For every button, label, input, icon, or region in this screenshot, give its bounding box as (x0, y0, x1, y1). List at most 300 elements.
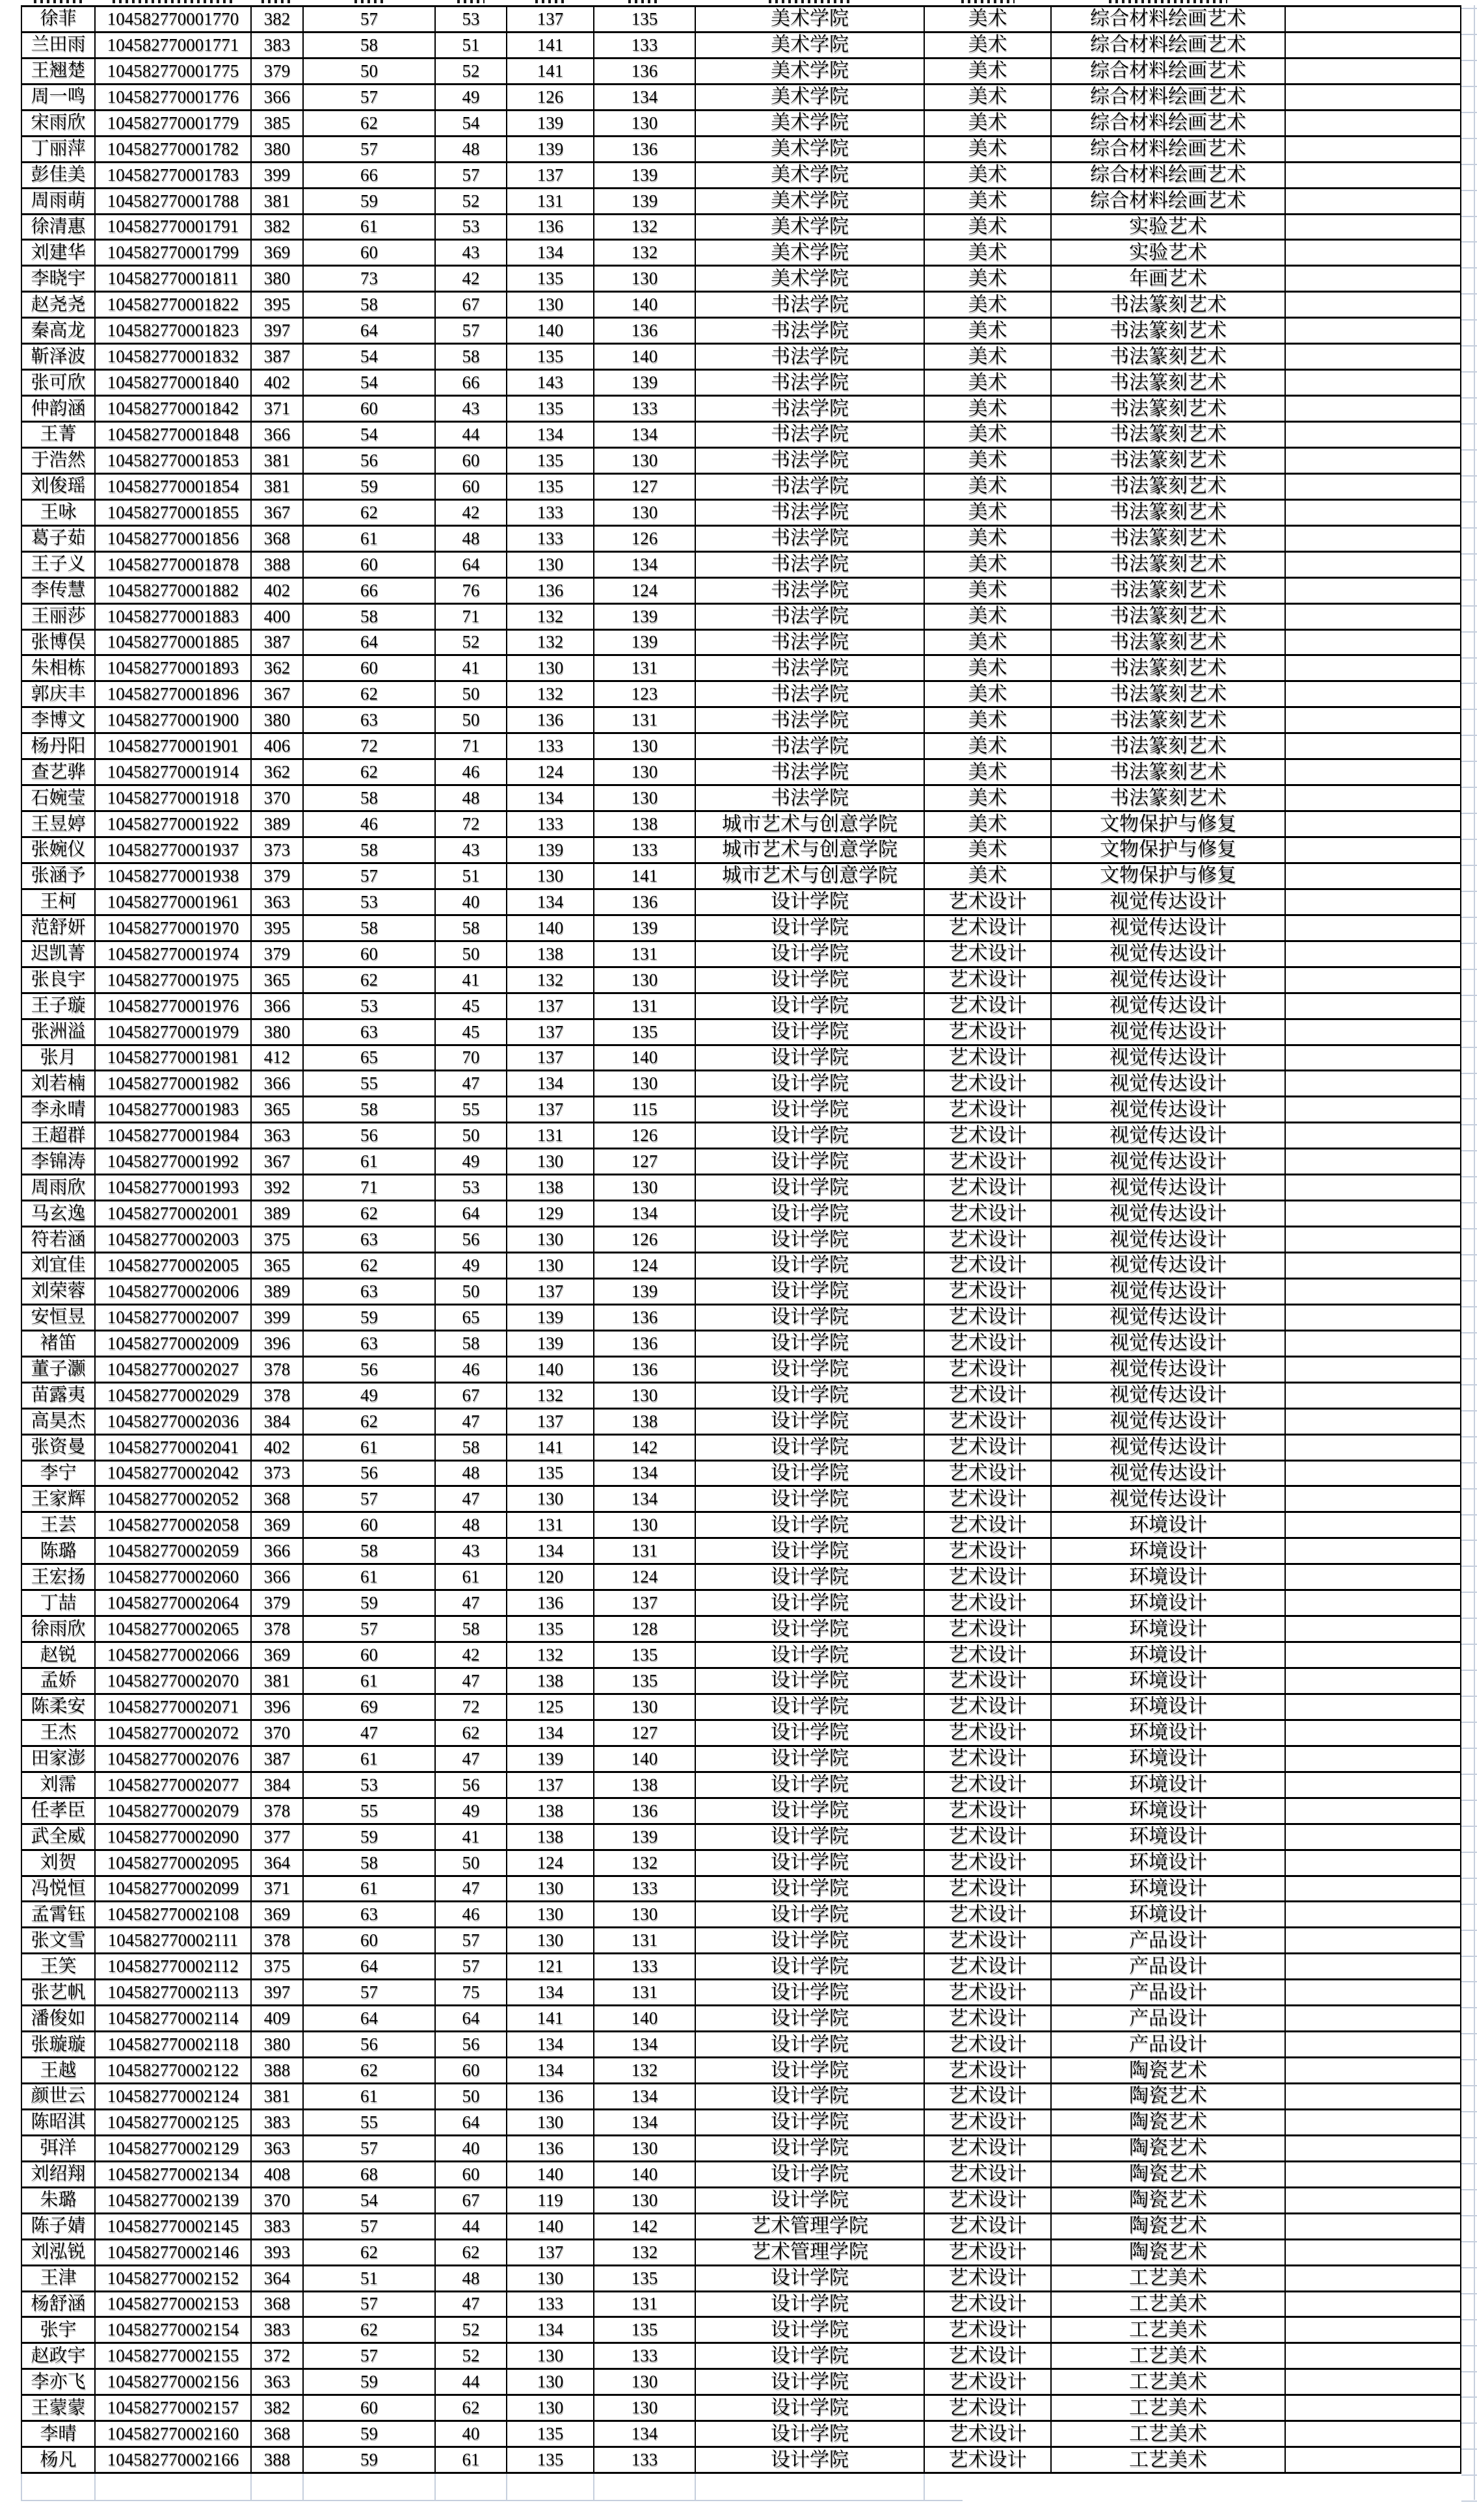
cell-score-b: 40 (436, 2422, 507, 2448)
cell-score-d: 130 (594, 501, 696, 527)
cell-score-b: 71 (436, 605, 507, 631)
cell-score-d: 134 (594, 2422, 696, 2448)
cell-score-c: 134 (507, 2058, 594, 2084)
gridline-horizontal (1461, 1826, 1477, 1827)
gridline-horizontal (1461, 1021, 1477, 1022)
cell-name: 周雨欣 (22, 1175, 96, 1201)
cell-name: 陈璐 (22, 1539, 96, 1565)
gridline-horizontal (1461, 1202, 1477, 1203)
cell-college: 设计学院 (696, 1825, 925, 1851)
cell-category: 艺术设计 (925, 1539, 1052, 1565)
gridline-horizontal (1461, 2111, 1477, 2112)
table-row (22, 1617, 1461, 1643)
cell-blank (1286, 2006, 1461, 2032)
cell-score-b: 47 (436, 1410, 507, 1436)
cell-name: 秦高龙 (22, 319, 96, 345)
cell-total-score: 366 (252, 994, 304, 1020)
gridline-horizontal (1461, 683, 1477, 684)
cell-name: 陈柔安 (22, 1695, 96, 1721)
cell-score-d: 134 (594, 2032, 696, 2058)
gridline-horizontal (1461, 917, 1477, 918)
cell-category: 艺术设计 (925, 1799, 1052, 1825)
cell-score-a: 59 (304, 189, 436, 215)
cell-score-d: 133 (594, 33, 696, 59)
gridline-horizontal (1461, 1878, 1477, 1879)
cell-college: 书法学院 (696, 319, 925, 345)
cell-total-score: 380 (252, 267, 304, 293)
cell-blank (1286, 1071, 1461, 1097)
cell-score-c: 130 (507, 1877, 594, 1903)
cell-score-d: 134 (594, 1487, 696, 1513)
cell-score-b: 67 (436, 293, 507, 319)
table-row (22, 838, 1461, 864)
cell-score-b: 46 (436, 760, 507, 786)
cell-blank (1286, 1539, 1461, 1565)
cell-exam-id: 104582770002134 (96, 2162, 252, 2188)
cell-score-d: 130 (594, 2370, 696, 2396)
cell-category: 艺术设计 (925, 2188, 1052, 2214)
cell-total-score: 375 (252, 1227, 304, 1253)
cell-score-c: 135 (507, 2448, 594, 2474)
table-row (22, 734, 1461, 760)
cell-score-b: 64 (436, 553, 507, 579)
cell-name: 查艺骅 (22, 760, 96, 786)
cell-name: 张博俣 (22, 631, 96, 657)
cell-blank (1286, 527, 1461, 553)
cell-name: 刘泓锐 (22, 2240, 96, 2266)
gridline-horizontal (1461, 735, 1477, 736)
cell-name: 李博文 (22, 708, 96, 734)
cell-major: 书法篆刻艺术 (1052, 579, 1286, 605)
cell-score-c: 136 (507, 2136, 594, 2162)
cell-score-b: 58 (436, 916, 507, 942)
gridline-horizontal (1461, 631, 1477, 633)
cell-total-score: 396 (252, 1332, 304, 1358)
cell-exam-id: 104582770002003 (96, 1227, 252, 1253)
cell-score-d: 137 (594, 1591, 696, 1617)
cell-score-b: 60 (436, 475, 507, 501)
cell-exam-id: 104582770001832 (96, 345, 252, 371)
cell-score-b: 48 (436, 527, 507, 553)
cell-major: 视觉传达设计 (1052, 890, 1286, 916)
table-row (22, 553, 1461, 579)
cell-score-d: 131 (594, 994, 696, 1020)
cell-score-a: 54 (304, 2188, 436, 2214)
cell-score-a: 62 (304, 111, 436, 137)
cell-blank (1286, 1487, 1461, 1513)
cell-blank (1286, 2136, 1461, 2162)
cell-score-a: 68 (304, 2162, 436, 2188)
cell-score-a: 71 (304, 1175, 436, 1201)
cell-score-c: 129 (507, 1201, 594, 1227)
cell-blank (1286, 1332, 1461, 1358)
cell-category: 美术 (925, 7, 1052, 33)
table-row (22, 1201, 1461, 1227)
cell-category: 美术 (925, 449, 1052, 475)
table-row (22, 2240, 1461, 2266)
cell-total-score: 388 (252, 2058, 304, 2084)
cell-score-b: 41 (436, 968, 507, 994)
cell-score-c: 132 (507, 1643, 594, 1669)
cell-score-b: 52 (436, 189, 507, 215)
cell-score-b: 41 (436, 1825, 507, 1851)
cell-score-a: 64 (304, 631, 436, 657)
cell-exam-id: 104582770002036 (96, 1410, 252, 1436)
cell-score-b: 70 (436, 1046, 507, 1072)
cell-score-c: 140 (507, 1358, 594, 1384)
gridline-horizontal (1461, 1930, 1477, 1931)
gridline-horizontal (1461, 527, 1477, 529)
cell-total-score: 366 (252, 423, 304, 449)
cell-score-a: 57 (304, 864, 436, 890)
cell-category: 艺术设计 (925, 994, 1052, 1020)
cell-score-a: 58 (304, 605, 436, 631)
cell-blank (1286, 2162, 1461, 2188)
table-row (22, 1436, 1461, 1462)
gridline-horizontal (1461, 345, 1477, 347)
cell-blank (1286, 708, 1461, 734)
cell-exam-id: 104582770002153 (96, 2292, 252, 2318)
cell-total-score: 368 (252, 2422, 304, 2448)
cell-blank (1286, 449, 1461, 475)
cell-score-a: 63 (304, 1332, 436, 1358)
cell-category: 艺术设计 (925, 1643, 1052, 1669)
cell-exam-id: 104582770002052 (96, 1487, 252, 1513)
cell-major: 视觉传达设计 (1052, 1253, 1286, 1280)
cell-score-c: 139 (507, 838, 594, 864)
cell-college: 设计学院 (696, 1227, 925, 1253)
cell-blank (1286, 319, 1461, 345)
cell-score-c: 130 (507, 553, 594, 579)
cell-college: 美术学院 (696, 267, 925, 293)
table-row (22, 1384, 1461, 1410)
cell-name: 王宏扬 (22, 1565, 96, 1591)
table-row (22, 2214, 1461, 2240)
cell-score-b: 45 (436, 1020, 507, 1046)
cell-score-c: 130 (507, 1902, 594, 1928)
gridline-horizontal (1461, 787, 1477, 788)
cell-college: 设计学院 (696, 1539, 925, 1565)
cell-exam-id: 104582770001811 (96, 267, 252, 293)
cell-total-score: 380 (252, 1020, 304, 1046)
cell-college: 设计学院 (696, 890, 925, 916)
cell-blank (1286, 890, 1461, 916)
cell-name: 徐菲 (22, 7, 96, 33)
cell-blank (1286, 163, 1461, 189)
gridline-horizontal (1461, 1981, 1477, 1982)
cell-category: 艺术设计 (925, 2370, 1052, 2396)
gridline-horizontal (1461, 293, 1477, 295)
cell-score-d: 126 (594, 1123, 696, 1149)
cell-score-a: 60 (304, 942, 436, 968)
gridline-horizontal (1461, 839, 1477, 840)
cell-score-b: 71 (436, 734, 507, 760)
cell-blank (1286, 2266, 1461, 2292)
cell-exam-id: 104582770002072 (96, 1721, 252, 1747)
cell-score-d: 136 (594, 319, 696, 345)
cell-total-score: 367 (252, 682, 304, 708)
cell-name: 周一鸣 (22, 85, 96, 111)
cell-category: 艺术设计 (925, 1513, 1052, 1539)
cell-score-d: 130 (594, 1513, 696, 1539)
table-row (22, 1306, 1461, 1332)
cell-score-c: 134 (507, 2318, 594, 2344)
cell-category: 艺术设计 (925, 2422, 1052, 2448)
cell-score-b: 66 (436, 371, 507, 397)
cell-blank (1286, 1928, 1461, 1954)
cell-blank (1286, 994, 1461, 1020)
cell-score-c: 134 (507, 1721, 594, 1747)
cell-major: 视觉传达设计 (1052, 1384, 1286, 1410)
cell-score-b: 64 (436, 1201, 507, 1227)
gridline-vertical (302, 2474, 304, 2500)
cell-name: 张涵予 (22, 864, 96, 890)
cell-blank (1286, 2370, 1461, 2396)
cell-score-d: 130 (594, 760, 696, 786)
cell-score-a: 59 (304, 2370, 436, 2396)
cell-total-score: 368 (252, 1487, 304, 1513)
gridline-horizontal (1461, 2371, 1477, 2372)
cell-score-c: 138 (507, 1825, 594, 1851)
cell-major: 视觉传达设计 (1052, 1410, 1286, 1436)
cell-total-score: 373 (252, 838, 304, 864)
cell-exam-id: 104582770002027 (96, 1358, 252, 1384)
cell-score-a: 51 (304, 2266, 436, 2292)
cell-score-d: 140 (594, 1747, 696, 1773)
table-row (22, 1227, 1461, 1253)
cell-exam-id: 104582770002114 (96, 2006, 252, 2032)
cell-blank (1286, 1384, 1461, 1410)
cell-exam-id: 104582770001788 (96, 189, 252, 215)
cell-total-score: 377 (252, 1825, 304, 1851)
cell-name: 颜世云 (22, 2084, 96, 2110)
cell-score-a: 53 (304, 1773, 436, 1799)
cell-score-b: 48 (436, 2266, 507, 2292)
cell-total-score: 380 (252, 2032, 304, 2058)
cell-score-a: 56 (304, 1123, 436, 1149)
cell-name: 张良宇 (22, 968, 96, 994)
cell-college: 设计学院 (696, 2448, 925, 2474)
cell-score-d: 136 (594, 1306, 696, 1332)
cell-college: 书法学院 (696, 708, 925, 734)
cell-score-d: 136 (594, 1332, 696, 1358)
cell-category: 艺术设计 (925, 890, 1052, 916)
gridline-vertical (250, 2474, 252, 2500)
cell-college: 设计学院 (696, 1954, 925, 1980)
cell-score-d: 139 (594, 163, 696, 189)
cell-score-d: 135 (594, 1669, 696, 1695)
cell-score-c: 133 (507, 2292, 594, 2318)
cell-blank (1286, 553, 1461, 579)
cell-score-b: 57 (436, 163, 507, 189)
cell-score-c: 136 (507, 2084, 594, 2110)
cell-name: 武全威 (22, 1825, 96, 1851)
cell-score-a: 47 (304, 1721, 436, 1747)
cell-major: 书法篆刻艺术 (1052, 656, 1286, 682)
gridline-horizontal (1461, 2396, 1477, 2398)
cell-score-a: 61 (304, 1747, 436, 1773)
cell-name: 董子灏 (22, 1358, 96, 1384)
cell-exam-id: 104582770001984 (96, 1123, 252, 1149)
cell-major: 工艺美术 (1052, 2318, 1286, 2344)
cell-category: 美术 (925, 267, 1052, 293)
cell-college: 设计学院 (696, 1902, 925, 1928)
cell-blank (1286, 631, 1461, 657)
cell-score-c: 131 (507, 189, 594, 215)
cell-category: 美术 (925, 293, 1052, 319)
cell-college: 设计学院 (696, 2422, 925, 2448)
cell-score-d: 136 (594, 1358, 696, 1384)
cell-major: 环境设计 (1052, 1825, 1286, 1851)
cell-major: 产品设计 (1052, 1980, 1286, 2006)
cell-score-a: 60 (304, 397, 436, 423)
cell-score-c: 137 (507, 1410, 594, 1436)
cell-college: 书法学院 (696, 605, 925, 631)
cell-exam-id: 104582770001791 (96, 215, 252, 241)
cell-score-b: 52 (436, 59, 507, 85)
cell-total-score: 372 (252, 2344, 304, 2370)
cell-exam-id: 104582770002066 (96, 1643, 252, 1669)
cell-score-b: 50 (436, 708, 507, 734)
cell-exam-id: 104582770002070 (96, 1669, 252, 1695)
cell-major: 视觉传达设计 (1052, 994, 1286, 1020)
cell-major: 环境设计 (1052, 1902, 1286, 1928)
cell-score-c: 134 (507, 786, 594, 812)
cell-category: 美术 (925, 215, 1052, 241)
cell-blank (1286, 1954, 1461, 1980)
cell-score-b: 50 (436, 682, 507, 708)
cell-blank (1286, 1980, 1461, 2006)
cell-college: 设计学院 (696, 1123, 925, 1149)
cell-total-score: 365 (252, 1097, 304, 1123)
cell-college: 书法学院 (696, 475, 925, 501)
cell-score-d: 140 (594, 2006, 696, 2032)
cell-college: 设计学院 (696, 2032, 925, 2058)
cell-category: 艺术设计 (925, 1487, 1052, 1513)
cell-score-d: 140 (594, 1046, 696, 1072)
cell-college: 美术学院 (696, 163, 925, 189)
cell-category: 艺术设计 (925, 1773, 1052, 1799)
cell-score-a: 53 (304, 994, 436, 1020)
cell-exam-id: 104582770001974 (96, 942, 252, 968)
cell-blank (1286, 1617, 1461, 1643)
table-row (22, 1487, 1461, 1513)
table-row (22, 2318, 1461, 2344)
cell-score-c: 135 (507, 475, 594, 501)
cell-blank (1286, 1149, 1461, 1175)
cell-exam-id: 104582770001771 (96, 33, 252, 59)
cell-category: 艺术设计 (925, 2266, 1052, 2292)
cell-score-d: 134 (594, 2084, 696, 2110)
cell-blank (1286, 1799, 1461, 1825)
cell-score-b: 76 (436, 579, 507, 605)
cell-score-d: 136 (594, 59, 696, 85)
cell-name: 陈子婧 (22, 2214, 96, 2240)
cell-score-d: 142 (594, 1436, 696, 1462)
gridline-horizontal (1461, 1410, 1477, 1411)
cell-category: 艺术设计 (925, 942, 1052, 968)
cell-score-c: 134 (507, 241, 594, 267)
cell-college: 设计学院 (696, 1565, 925, 1591)
cell-blank (1286, 2214, 1461, 2240)
cell-score-b: 62 (436, 2396, 507, 2422)
gridline-horizontal (1461, 1670, 1477, 1671)
cell-blank (1286, 1201, 1461, 1227)
cell-name: 朱璐 (22, 2188, 96, 2214)
cell-exam-id: 104582770001981 (96, 1046, 252, 1072)
gridline-horizontal (1461, 1176, 1477, 1177)
cell-college: 设计学院 (696, 1695, 925, 1721)
cell-major: 环境设计 (1052, 1695, 1286, 1721)
cell-category: 艺术设计 (925, 1227, 1052, 1253)
cell-blank (1286, 475, 1461, 501)
cell-score-c: 132 (507, 968, 594, 994)
cell-major: 综合材料绘画艺术 (1052, 85, 1286, 111)
cell-major: 实验艺术 (1052, 241, 1286, 267)
table-row (22, 1773, 1461, 1799)
cell-total-score: 363 (252, 2370, 304, 2396)
cell-name: 孟霄钰 (22, 1902, 96, 1928)
cell-score-d: 130 (594, 734, 696, 760)
cell-category: 艺术设计 (925, 1591, 1052, 1617)
cell-score-d: 126 (594, 1227, 696, 1253)
cell-name: 范舒妍 (22, 916, 96, 942)
cell-score-c: 130 (507, 2110, 594, 2136)
gridline-horizontal (1461, 319, 1477, 321)
cell-score-b: 42 (436, 501, 507, 527)
cell-exam-id: 104582770002154 (96, 2318, 252, 2344)
cell-category: 美术 (925, 319, 1052, 345)
gridline-horizontal (1461, 579, 1477, 581)
cell-exam-id: 104582770002076 (96, 1747, 252, 1773)
cell-score-a: 61 (304, 1436, 436, 1462)
gridline-vertical (434, 2474, 436, 2500)
cell-exam-id: 104582770001970 (96, 916, 252, 942)
cell-name: 安恒昱 (22, 1306, 96, 1332)
cell-blank (1286, 1902, 1461, 1928)
cell-total-score: 399 (252, 163, 304, 189)
cell-category: 艺术设计 (925, 2240, 1052, 2266)
cell-score-c: 135 (507, 1462, 594, 1488)
cell-name: 张艺帆 (22, 1980, 96, 2006)
gridline-vertical (924, 2474, 925, 2500)
gridline-horizontal (1461, 1098, 1477, 1099)
cell-score-a: 57 (304, 1617, 436, 1643)
cell-score-b: 47 (436, 2292, 507, 2318)
cell-score-c: 139 (507, 111, 594, 137)
cell-blank (1286, 2318, 1461, 2344)
table-row (22, 1643, 1461, 1669)
gridline-horizontal (1461, 2215, 1477, 2216)
cell-score-c: 140 (507, 319, 594, 345)
gridline-horizontal (1461, 371, 1477, 373)
cell-college: 设计学院 (696, 2344, 925, 2370)
cell-college: 设计学院 (696, 1384, 925, 1410)
cell-total-score: 385 (252, 111, 304, 137)
cell-name: 李晴 (22, 2422, 96, 2448)
cell-major: 产品设计 (1052, 1954, 1286, 1980)
cell-name: 王子璇 (22, 994, 96, 1020)
cell-major: 文物保护与修复 (1052, 838, 1286, 864)
cell-exam-id: 104582770001896 (96, 682, 252, 708)
gridline-horizontal (1461, 1150, 1477, 1151)
cell-exam-id: 104582770001776 (96, 85, 252, 111)
cell-score-d: 139 (594, 605, 696, 631)
cell-score-c: 134 (507, 890, 594, 916)
gridline-horizontal (1461, 1514, 1477, 1516)
cell-score-d: 140 (594, 2162, 696, 2188)
cell-major: 书法篆刻艺术 (1052, 553, 1286, 579)
